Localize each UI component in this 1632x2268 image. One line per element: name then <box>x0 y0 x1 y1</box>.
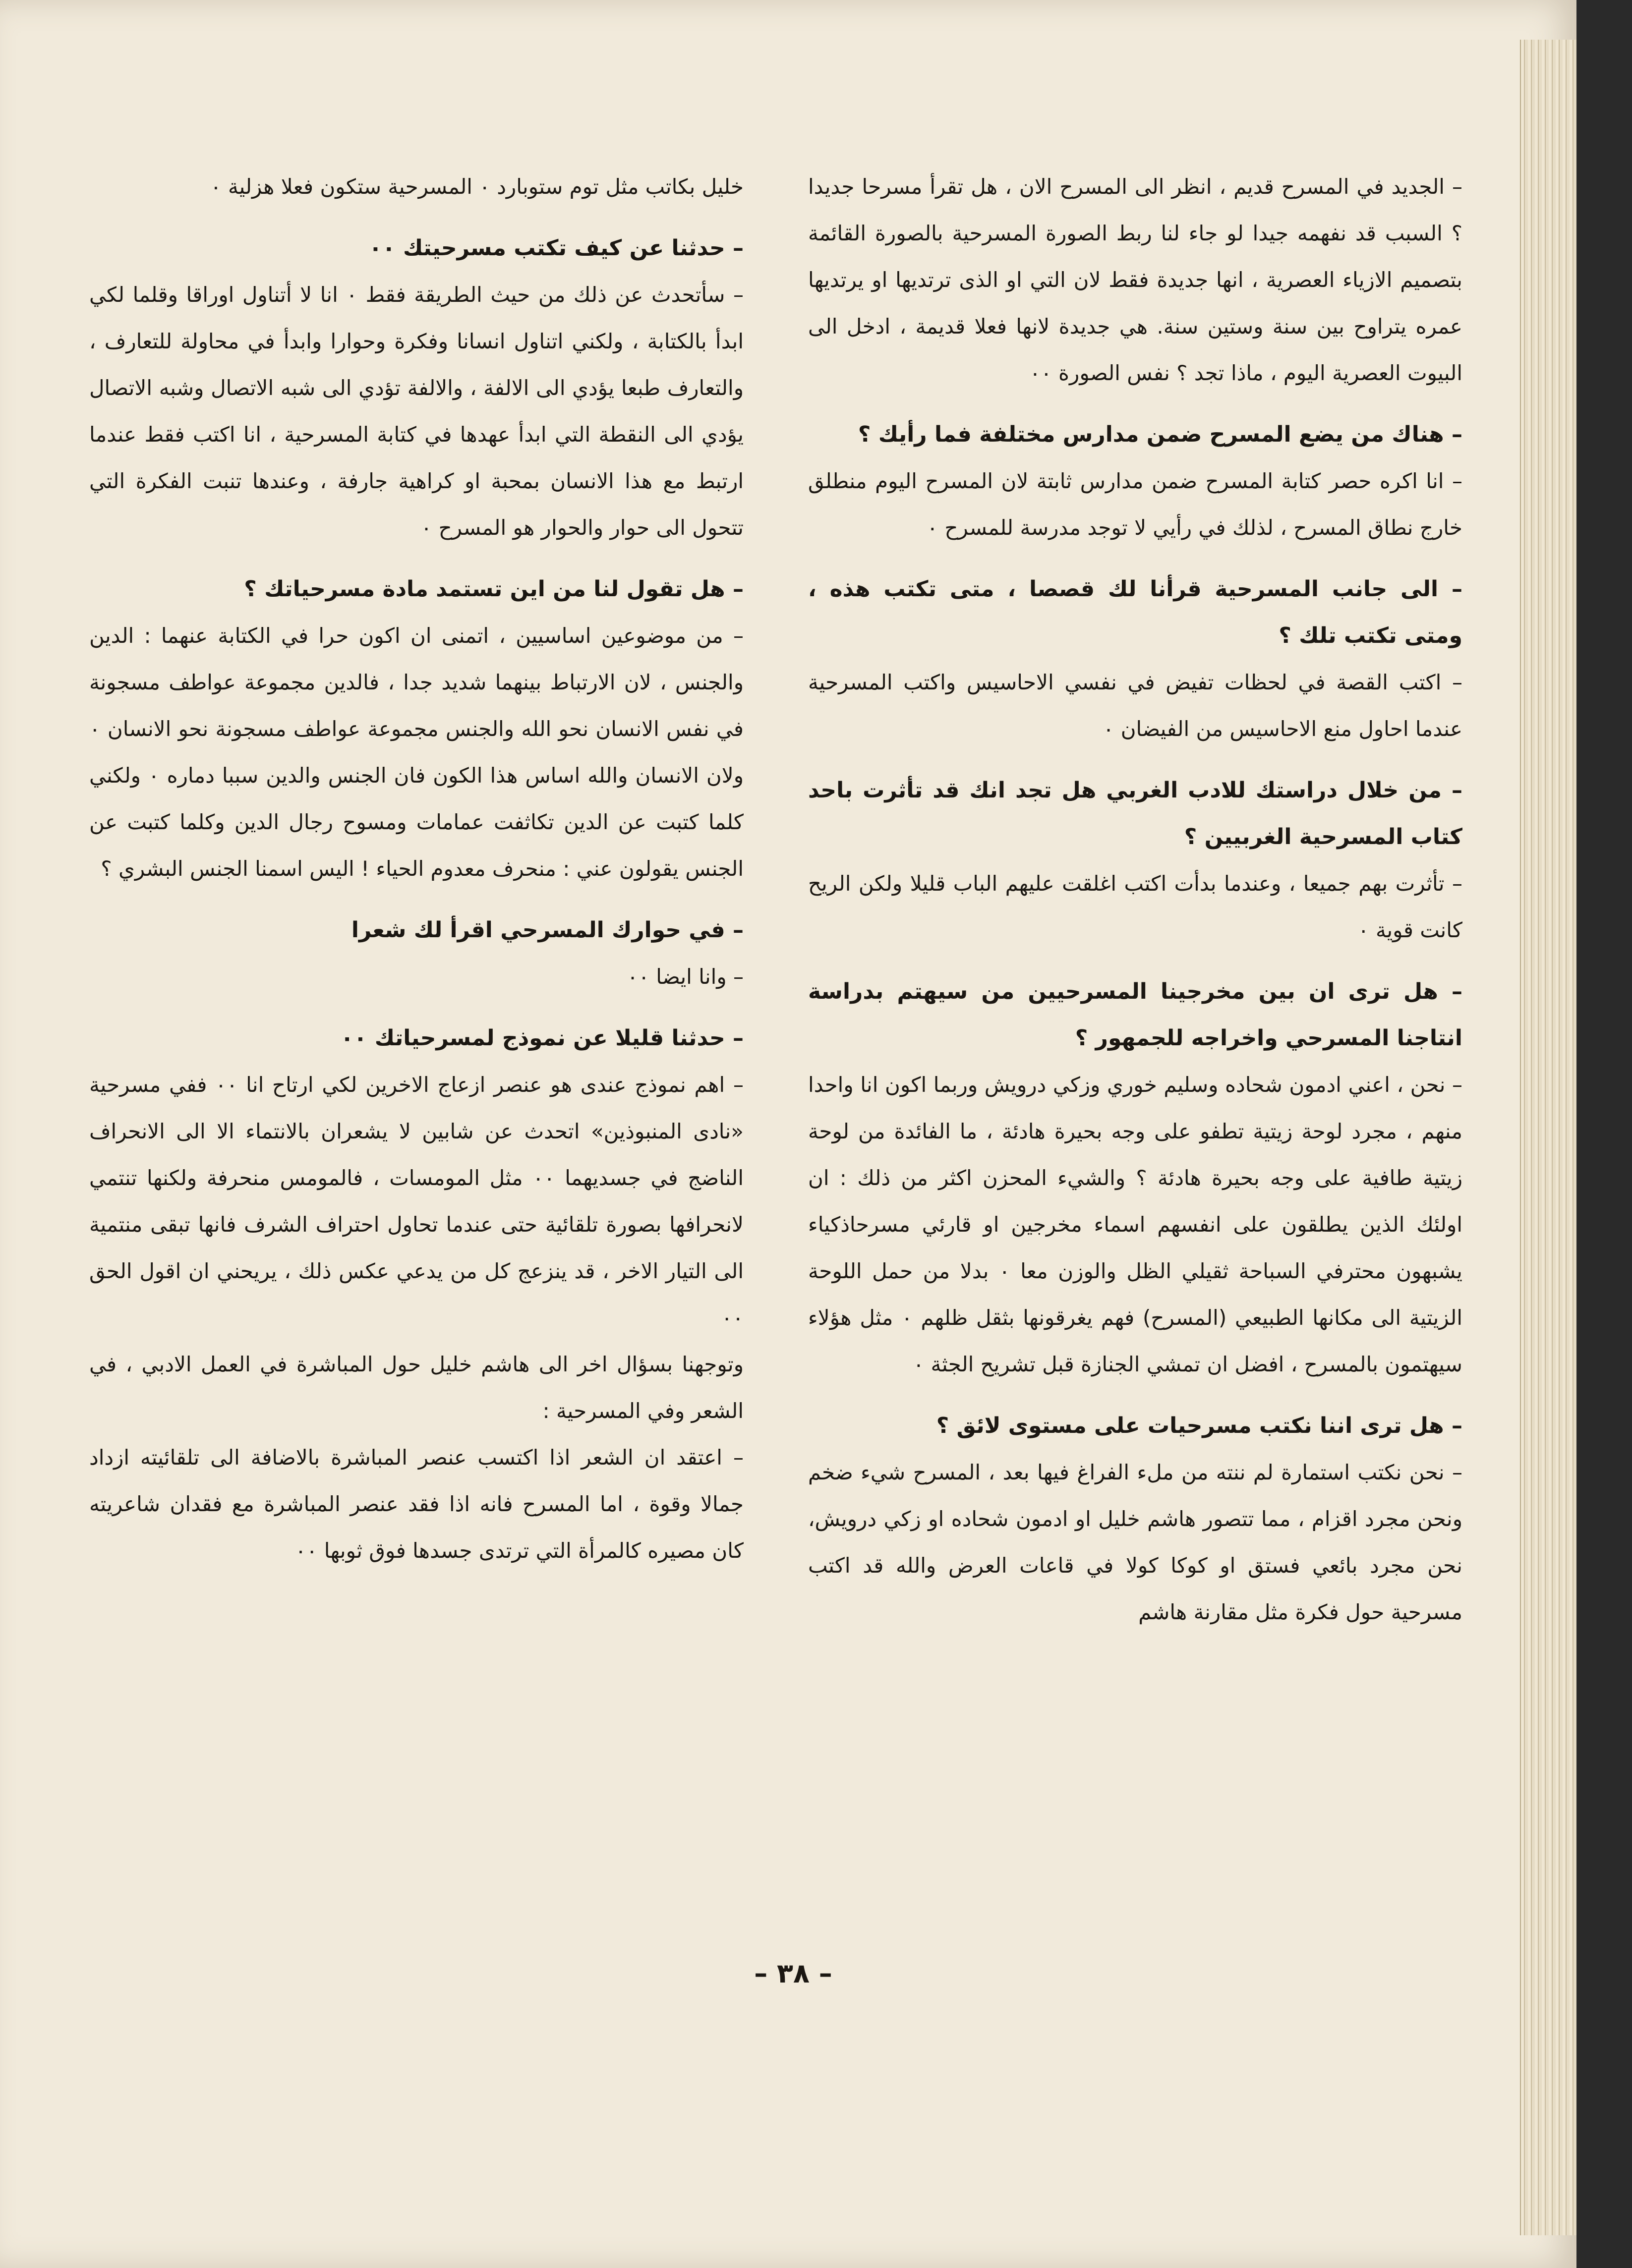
question-heading: – من خلال دراستك للادب الغربي هل تجد انك قد تأثرت باحد كتاب المسرحية الغربيين ؟ <box>808 778 1462 850</box>
answer-paragraph: – اكتب القصة في لحظات تفيض في نفسي الاحاسيس واكتب المسرحية عندما احاول منع الاحاسيس من الفيضان ٠ <box>808 670 1462 741</box>
answer-paragraph: – تأثرت بهم جميعا ، وعندما بدأت اكتب اغلقت عليهم الباب قليلا ولكن الريح كانت قوية ٠ <box>808 871 1462 942</box>
answer-paragraph: – من موضوعين اساسيين ، اتمنى ان اكون حرا في الكتابة عنهما : الدين والجنس ، لان الارتباط بينهما شديد جدا ، فالدين مجموعة عواطف مسجونة في نفس الانسان نحو الله والجنس مجموعة عواطف مسجونة نحو الانسان ٠ ولان الانسان والله اساس هذا الكون فان الجنس والدين سببا دماره ٠ ولكني كلما كتبت عن الدين تكاثفت عمامات ومسوح رجال الدين وكلما كتبت عن الجنس يقولون عني : منحرف معدوم الحياء ! اليس اسمنا الجنس البشري ؟ <box>89 624 744 881</box>
question-heading: – هل ترى ان بين مخرجينا المسرحيين من سيهتم بدراسة انتاجنا المسرحي واخراجه للجمهور ؟ <box>808 979 1462 1051</box>
question-heading: – في حوارك المسرحي اقرأ لك شعرا <box>351 917 744 943</box>
answer-paragraph: – اهم نموذج عندى هو عنصر ازعاج الاخرين لكي ارتاح انا ٠٠ ففي مسرحية «نادى المنبوذين» اتحدث عن شابين لا يشعران بالانتماء الا الى الانحراف الناضج في جسديهما ٠٠ مثل المومسات ، فالمومس منحرفة ولكنها تنتمي لانحرافها بصورة تلقائية حتى عندما تحاول احتراف الشرف فانها تبقى منتمية الى التيار الاخر ، قد ينزعج كل من يدعي عكس ذلك ، يريحني ان اقول الحق ٠٠ <box>89 1073 744 1330</box>
page-number: – ٣٨ – <box>754 1958 832 1989</box>
answer-paragraph: – انا اكره حصر كتابة المسرح ضمن مدارس ثابتة لان المسرح اليوم منطلق خارج نطاق المسرح ، لذلك في رأيي لا توجد مدرسة للمسرح ٠ <box>808 469 1462 540</box>
right-column-blocks <box>808 164 1462 1636</box>
question-heading: – الى جانب المسرحية قرأنا لك قصصا ، متى تكتب هذه ، ومتى تكتب تلك ؟ <box>808 576 1462 648</box>
question-heading: – هل تقول لنا من اين تستمد مادة مسرحياتك ؟ <box>244 576 744 602</box>
answer-paragraph: خليل بكاتب مثل توم ستوبارد ٠ المسرحية ستكون فعلا هزلية ٠ <box>210 174 744 199</box>
question-heading: – حدثنا عن كيف تكتب مسرحيتك ٠٠ <box>369 235 744 261</box>
answer-paragraph: – نحن نكتب استمارة لم ننته من ملء الفراغ فيها بعد ، المسرح شيء ضخم ونحن مجرد اقزام ، مما تتصور هاشم خليل او ادمون شحاده او زكي درويش، نحن مجرد بائعي فستق او كوكا كولا في قاعات العرض والله قد اكتب مسرحية حول فكرة مثل مقارنة هاشم <box>808 1460 1462 1624</box>
answer-paragraph: – وانا ايضا ٠٠ <box>627 964 744 989</box>
answer-paragraph: – الجديد في المسرح قديم ، انظر الى المسرح الان ، هل تقرأ مسرحا جديدا ؟ السبب قد نفهمه جيدا لو جاء لنا ربط الصورة المسرحية بالصورة القائمة بتصميم الازياء العصرية ، انها جديدة فقط لان التي او الذى ترتديها او يرتديها عمره يتراوح بين سنة وستين سنة. هي جديدة لانها فعلا قديمة ، ادخل الى البيوت العصرية اليوم ، ماذا تجد ؟ نفس الصورة ٠٠ <box>808 174 1462 385</box>
right-column <box>808 164 1462 1968</box>
left-column-blocks <box>89 164 744 1574</box>
answer-paragraph: وتوجهنا بسؤال اخر الى هاشم خليل حول المباشرة في العمل الادبي ، في الشعر وفي المسرحية : <box>89 1352 744 1423</box>
page-stack-edge <box>1520 40 1576 2235</box>
answer-paragraph: – سأتحدث عن ذلك من حيث الطريقة فقط ٠ انا لا أتناول اوراقا وقلما لكي ابدأ بالكتابة ، ولكني اتناول انسانا وفكرة وحوارا وابدأ في محاولة للتعارف ، والتعارف طبعا يؤدي الى الالفة ، والالفة تؤدي الى شبه الاتصال وشبه الاتصال يؤدي الى النقطة التي ابدأ عهدها في كتابة المسرحية ، انا اكتب فقط عندما ارتبط مع هذا الانسان بمحبة او كراهية جارفة ، وعندها تنبت الفكرة التي تتحول الى حوار والحوار هو المسرح ٠ <box>89 283 744 540</box>
answer-paragraph: – نحن ، اعني ادمون شحاده وسليم خوري وزكي درويش وربما اكون انا واحدا منهم ، مجرد لوحة زيتية تطفو على وجه بحيرة هادئة ، ما الفائدة من لوحة زيتية طافية على وجه بحيرة هادئة ؟ والشيء المحزن اكثر من ذلك : ان اولئك الذين يطلقون على انفسهم اسماء مخرجين او قارئي مسرحاذكياء يشبهون محترفي السباحة ثقيلي الظل والوزن معا ٠ بدلا من حمل اللوحة الزيتية الى مكانها الطبيعي (المسرح) فهم يغرقونها بثقل ظلهم ٠ مثل هؤلاء سيهتمون بالمسرح ، افضل ان تمشي الجنازة قبل تشريح الجثة ٠ <box>808 1073 1462 1376</box>
left-column <box>89 164 744 1968</box>
question-heading: – هل ترى اننا نكتب مسرحيات على مستوى لائق ؟ <box>936 1413 1462 1438</box>
question-heading: – حدثنا قليلا عن نموذج لمسرحياتك ٠٠ <box>340 1025 744 1051</box>
answer-paragraph: – اعتقد ان الشعر اذا اكتسب عنصر المباشرة بالاضافة الى تلقائيته ازداد جمالا وقوة ، اما المسرح فانه اذا فقد عنصر المباشرة مع فقدان شاعريته كان مصيره كالمرأة التي ترتدى جسدها فوق ثوبها ٠٠ <box>89 1445 744 1563</box>
question-heading: – هناك من يضع المسرح ضمن مدارس مختلفة فما رأيك ؟ <box>858 422 1462 447</box>
